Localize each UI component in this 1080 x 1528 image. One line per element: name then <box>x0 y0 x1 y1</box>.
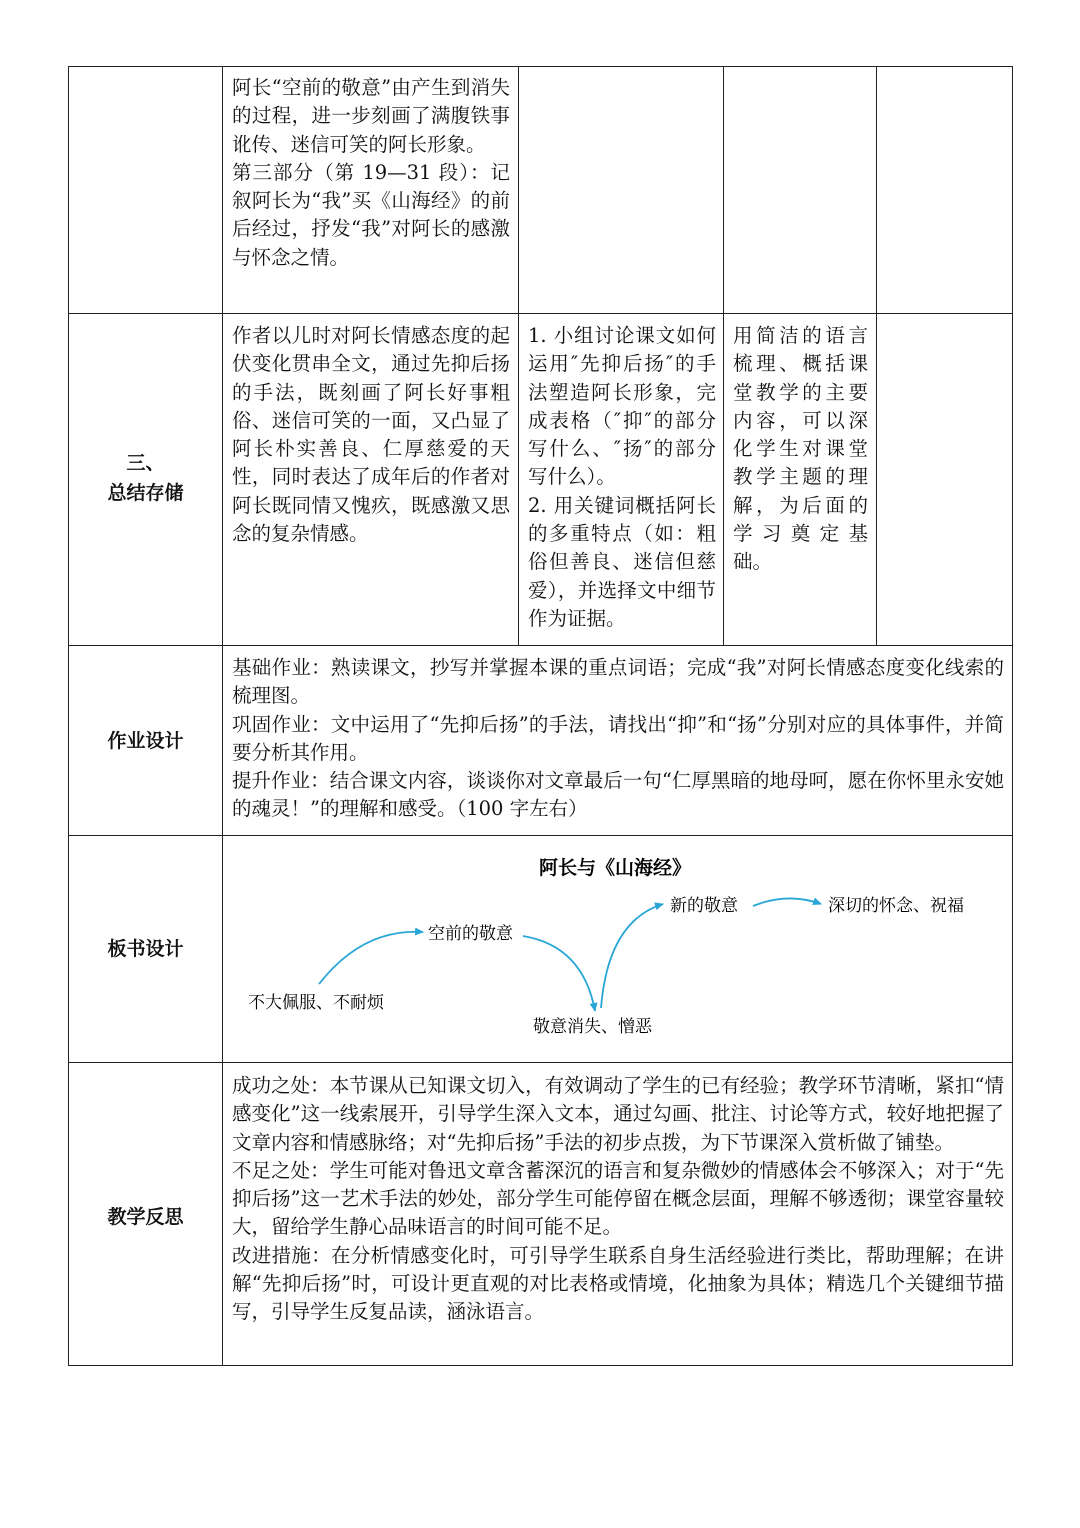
summary-label-number: 三、 <box>126 452 165 474</box>
homework-content <box>232 654 1004 824</box>
homework-advanced: 提升作业：结合课文内容，谈谈你对文章最后一句“仁厚黑暗的地母呵，愿在你怀里永安她的魂灵！”的理解和感受。（100 字左右） <box>232 769 1004 821</box>
intent-text: 用简洁的语言梳理、概括课堂教学的主要内容，可以深化学生对课堂教学主题的理解，为后面的学习奠定基础。 <box>733 324 868 574</box>
node-peak1: 空前的敬意 <box>428 924 513 944</box>
reflection-label: 教学反思 <box>107 1206 184 1228</box>
homework-basic: 基础作业：熟读课文，抄写并掌握本课的重点词语；完成“我”对阿长情感态度变化线索的梳理图。 <box>232 656 1004 708</box>
node-peak2: 新的敬意 <box>670 896 738 916</box>
activity-item-2: 2. 用关键词概括阿长的多重特点（如：粗俗但善良、迷信但慈爱），并选择文中细节作为证据。 <box>528 493 716 630</box>
board-label: 板书设计 <box>107 938 184 960</box>
reflection-improvement: 改进措施：在分析情感变化时，可引导学生联系自身生活经验进行类比，帮助理解；在讲解“先抑后扬”时，可设计更直观的对比表格或情境，化抽象为具体；精选几个关键细节描写，引导学生反复品读，涵泳语言。 <box>232 1243 1004 1324</box>
arrow-rise-2 <box>601 904 663 1008</box>
node-low: 敬意消失、憎恶 <box>533 1017 652 1037</box>
row1-paragraph-2: 第三部分（第 19—31 段）：记叙阿长为“我”买《山海经》的前后经过，抒发“我”对阿长的感激与怀念之情。 <box>232 160 510 269</box>
activity-item-1: 1. 小组讨论课文如何运用″先抑后扬″的手法塑造阿长形象，完成表格（″抑″的部分写什么、″扬″的部分写什么）。 <box>528 324 716 489</box>
board-diagram <box>223 836 1012 1062</box>
arrow-rise-1 <box>319 932 423 984</box>
reflection-success: 成功之处：本节课从已知课文切入，有效调动了学生的已有经验；教学环节清晰，紧扣“情感变化”这一线索展开，引导学生深入文本，通过勾画、批注、讨论等方式，较好地把握了文章内容和情感脉络；对“先抑后扬”手法的初步点拨，为下节课深入赏析做了铺垫。 <box>232 1074 1004 1154</box>
row1-paragraph-1: 阿长“空前的敬意”由产生到消失的过程，进一步刻画了满腹铁事讹传、迷信可笑的阿长形象。 <box>232 76 510 156</box>
board-diagram-svg <box>223 836 1012 1062</box>
reflection-shortcoming: 不足之处：学生可能对鲁迅文章含蓄深沉的语言和复杂微妙的情感体会不够深入；对于“先抑后扬”这一艺术手法的妙处，部分学生可能停留在概念层面，理解不够透彻；课堂容量较大，留给学生静心品味语言的时间可能不足。 <box>232 1158 1004 1239</box>
board-title: 阿长与《山海经》 <box>538 857 692 879</box>
summary-label <box>69 448 222 508</box>
homework-label: 作业设计 <box>107 730 184 752</box>
node-end: 深切的怀念、祝福 <box>828 896 964 916</box>
summary-activities <box>528 322 716 633</box>
summary-label-title: 总结存储 <box>107 482 184 504</box>
reflection-content <box>232 1072 1004 1327</box>
summary-content-text: 作者以儿时对阿长情感态度的起伏变化贯串全文，通过先抑后扬的手法，既刻画了阿长好事粗俗、迷信可笑的一面，又凸显了阿长朴实善良、仁厚慈爱的天性，同时表达了成年后的作者对阿长既同情又愧疚，既感激又思念的复杂情感。 <box>232 324 510 546</box>
homework-consolidate: 巩固作业：文中运用了“先抑后扬”的手法，请找出“抑”和“扬”分别对应的具体事件，并简要分析其作用。 <box>232 712 1004 764</box>
arrow-fall <box>523 936 595 1011</box>
node-start: 不大佩服、不耐烦 <box>248 993 384 1013</box>
summary-intent <box>733 322 868 577</box>
arrow-continue <box>753 898 821 906</box>
summary-content <box>232 322 510 548</box>
row1-content-cell <box>232 74 510 272</box>
